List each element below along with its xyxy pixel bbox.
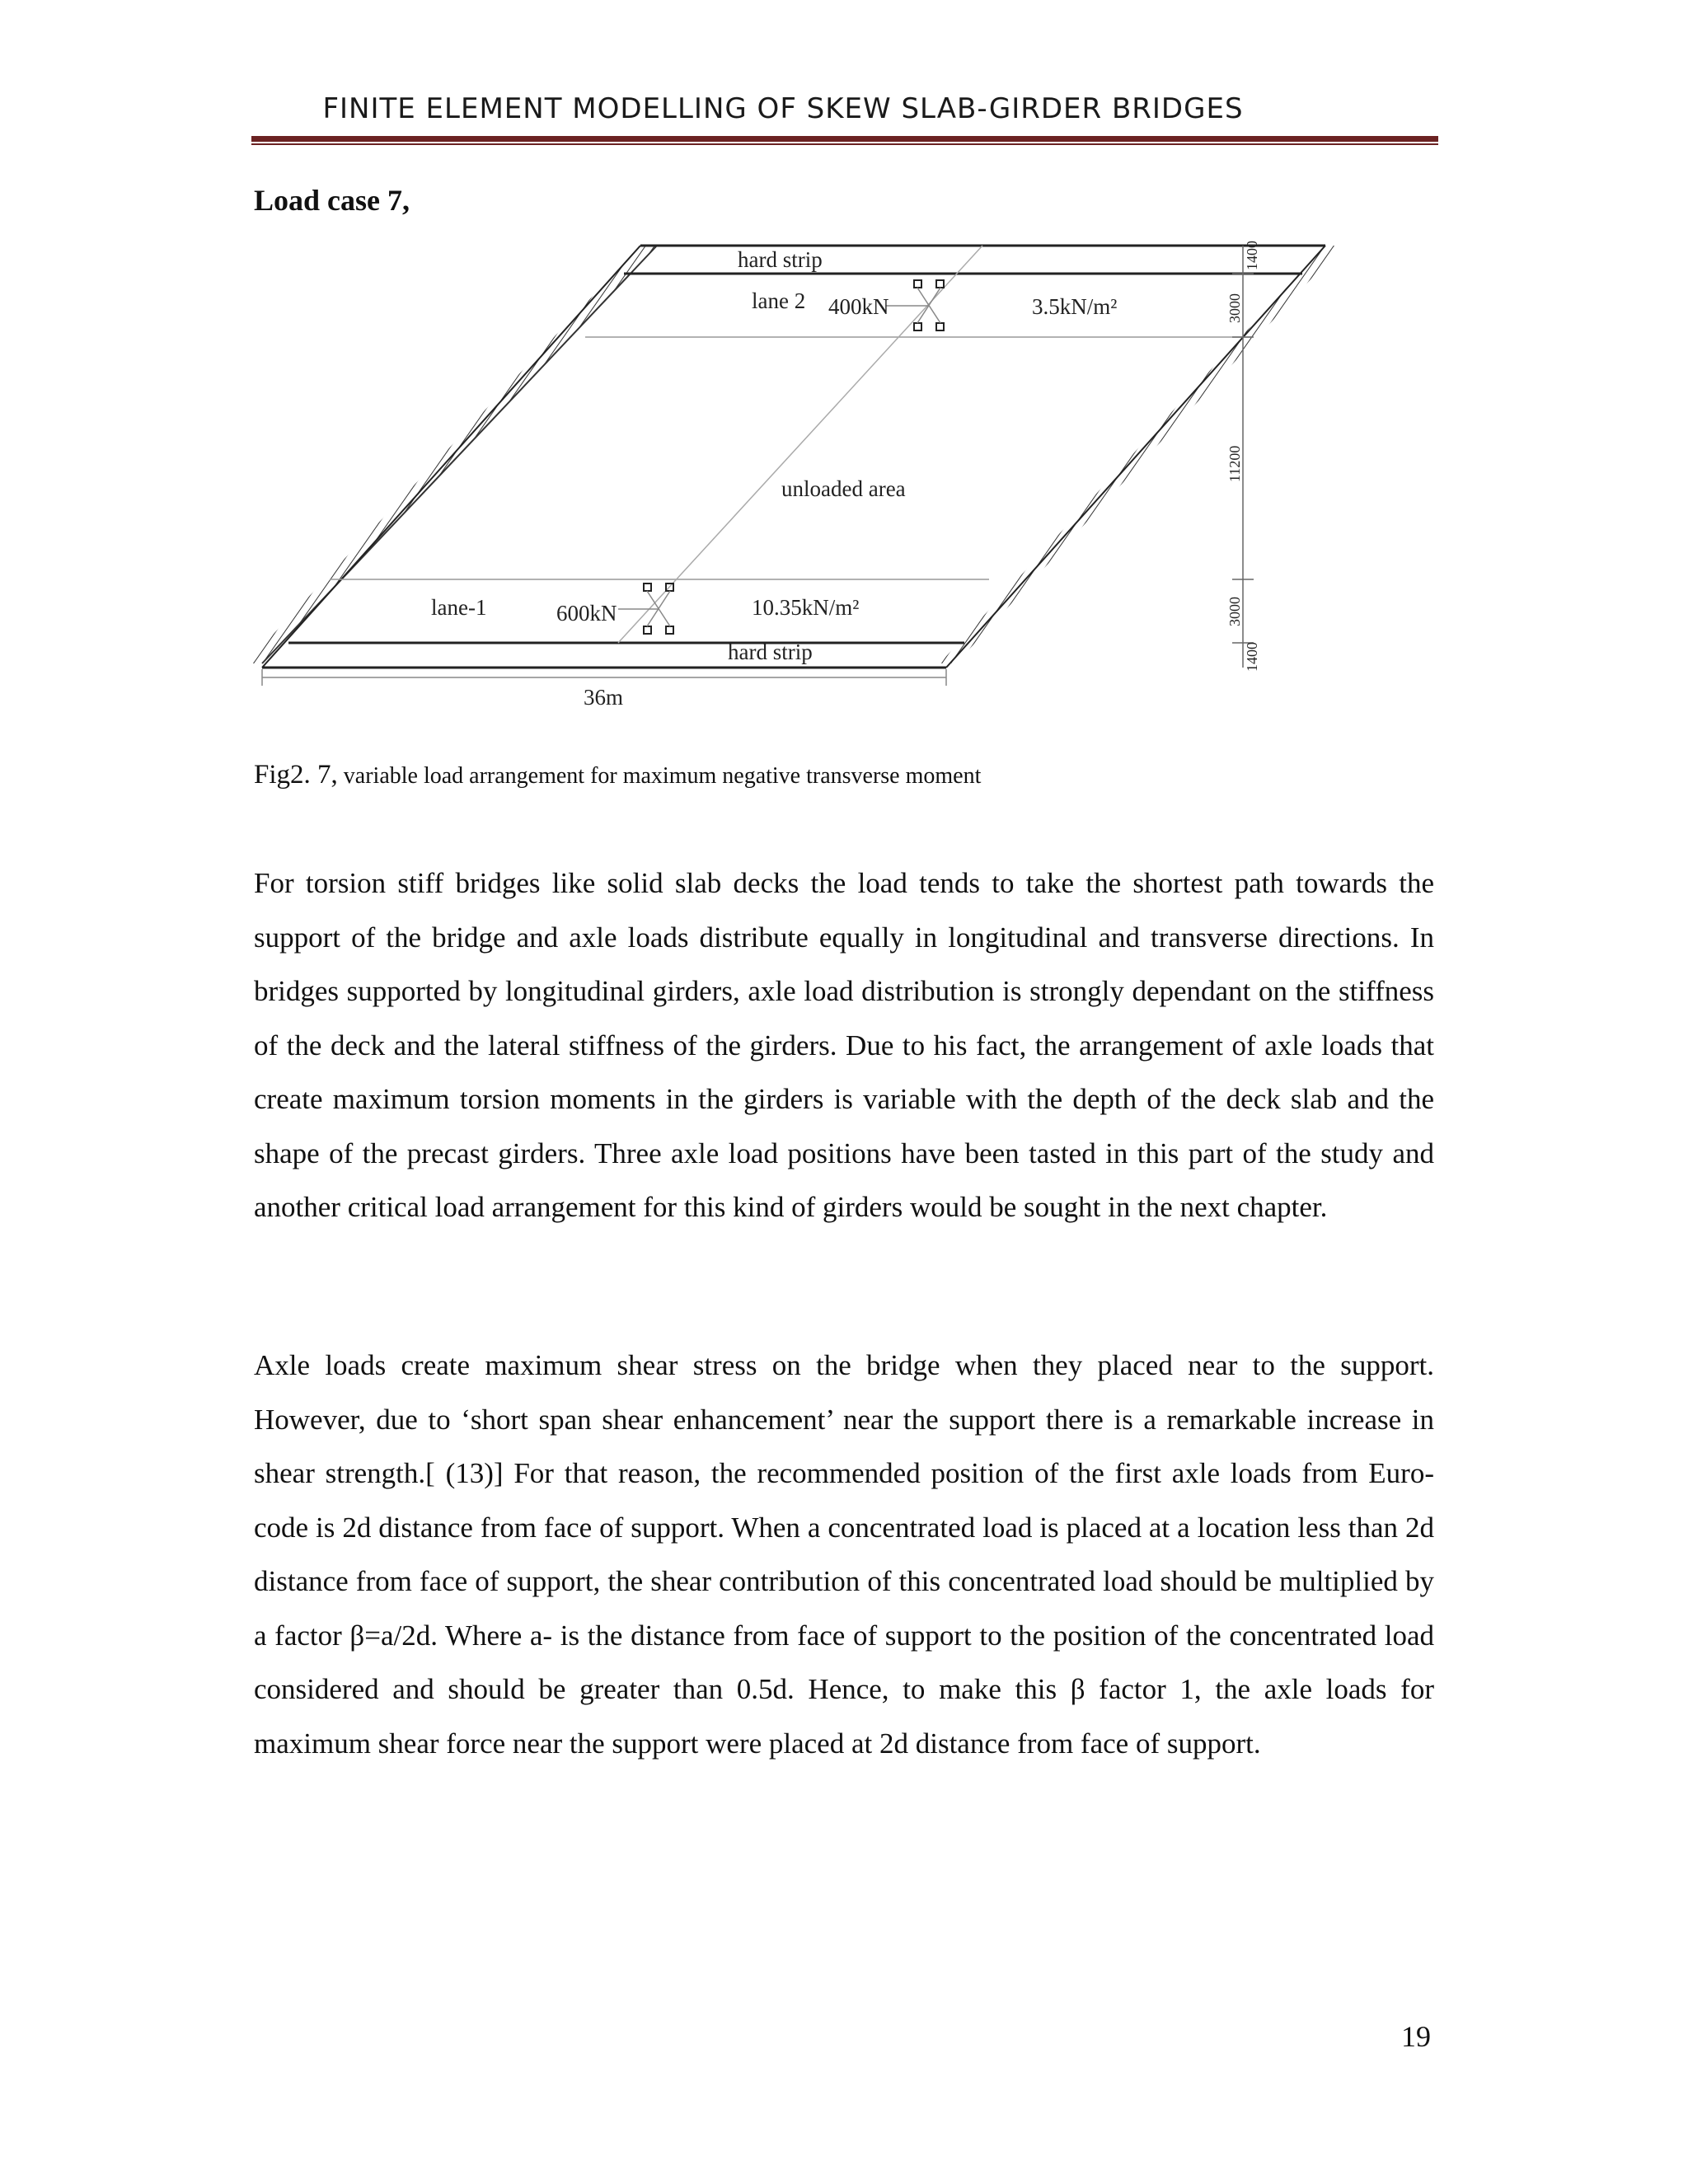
section-label: Load case 7, xyxy=(254,184,410,217)
dim-3000-bottom: 3000 xyxy=(1226,597,1243,626)
figure-caption xyxy=(254,760,981,790)
header-rule-thin xyxy=(251,143,1438,145)
label-span: 36m xyxy=(584,685,624,710)
axle-load-400 xyxy=(886,280,944,330)
label-udl-1035: 10.35kN/m² xyxy=(752,595,860,620)
paragraph-2: Axle loads create maximum shear stress on the bridge when they placed near to the support. However, due to ‘short span shear enhancement’ near the support there is a remarkable increase in shear strength.[ (13)] For that reason, the recommended position of the first axle loads from Euro-code is 2d distance from face of support. When a concentrated load is placed at a location less than 2d distance from face of support, the shear contribution of this concentrated load should be multiplied by a factor β=a/2d. Where a- is the distance from face of support to the position of the concentrated load considered and should be greater than 0.5d. Hence, to make this β factor 1, the axle loads for maximum shear force near the support were placed at 2d distance from face of support. xyxy=(254,1349,1434,1760)
label-hard-strip-top: hard strip xyxy=(738,247,823,272)
load-arrangement-figure xyxy=(239,231,1343,717)
label-lane2: lane 2 xyxy=(752,288,806,313)
running-header: FINITE ELEMENT MODELLING OF SKEW SLAB-GIRDER BRIDGES xyxy=(322,92,1244,125)
dim-1400-top: 1400 xyxy=(1244,241,1260,270)
label-load-600: 600kN xyxy=(556,601,617,626)
dim-1400-bottom: 1400 xyxy=(1244,642,1260,672)
page-number: 19 xyxy=(1401,2020,1431,2053)
right-support-hatch xyxy=(940,246,1342,663)
dim-3000-top: 3000 xyxy=(1226,293,1243,323)
header-rule xyxy=(251,136,1438,142)
label-load-400: 400kN xyxy=(828,294,889,319)
label-udl-35: 3.5kN/m² xyxy=(1032,294,1118,319)
label-hard-strip-bottom: hard strip xyxy=(728,640,813,664)
label-lane1: lane-1 xyxy=(431,595,487,620)
paragraph-1: For torsion stiff bridges like solid slab decks the load tends to take the shortest path towards the support of the bridge and axle loads distribute equally in longitudinal and transverse directions. In bridges supported by longitudinal girders, axle load distribution is strongly dependant on the stiffness of the deck and the lateral stiffness of the girders. Due to his fact, the arrangement of axle loads that create maximum torsion moments in the girders is variable with the depth of the deck slab and the shape of the precast girders. Three axle load positions have been tasted in this part of the study and another critical load arrangement for this kind of girders would be sought in the next chapter. xyxy=(254,867,1434,1223)
dim-11200: 11200 xyxy=(1226,445,1243,482)
caption-prefix: Fig2. 7, xyxy=(254,760,338,790)
caption-text: variable load arrangement for maximum negative transverse moment xyxy=(337,763,982,789)
label-unloaded: unloaded area xyxy=(781,476,906,501)
